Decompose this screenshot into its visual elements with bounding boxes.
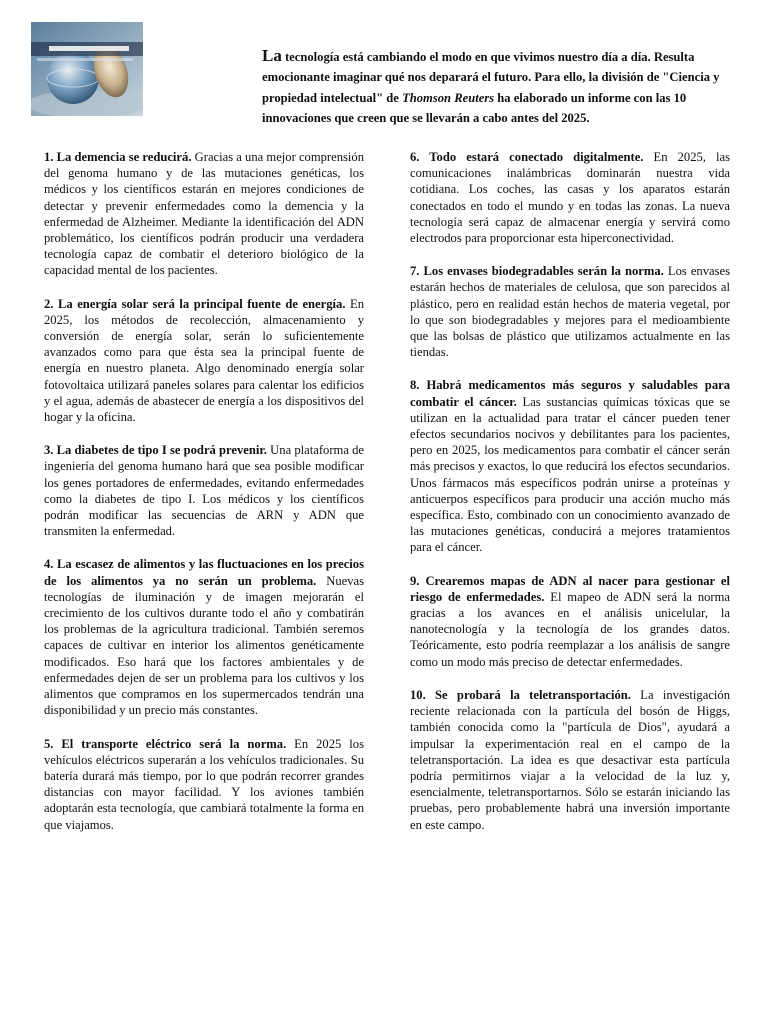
innovation-text: Nuevas tecnologías de iluminación y de imagen mejorarán el crecimiento de los cultivos durante todo el año y combatirán los problemas de la agricultura tradicional. También seremos capaces de cultivar en interior los alimentos genéticamente modificados. Eso hará que los factores ambientales y de enfermedades dejen de ser un problema para los cultivos y los alimentos que compramos en los supermercados tendrán una disponibilidad y un precio más constantes. <box>44 573 364 718</box>
innovation-text: El mapeo de ADN será la norma gracias a los avances en el análisis unicelular, la nanotecnología y la tecnología de los grandes datos. Teóricamente, esto podría reemplazar a los análisis de sangre como un modo más preciso de detectar enfermedades. <box>410 589 730 669</box>
intro-initial: La <box>262 46 282 65</box>
innovation-7 <box>410 263 730 360</box>
innovation-heading: 3. La diabetes de tipo I se podrá prevenir. <box>44 443 267 458</box>
innovation-1 <box>44 149 364 279</box>
innovation-text: La investigación reciente relacionada con la partícula del bosón de Higgs, también conocida como la "partícula de Dios", ayudará a impulsar la experimentación real en el campo de la teletransportación. La idea es que desactivar esta partícula podría permitirnos viajar a la velocidad de la luz y, esencialmente, teletransportarnos. Sólo se estarán iniciando las pruebas, pero probablemente habrá una inversión importante en este campo. <box>410 687 731 832</box>
innovation-9 <box>410 573 730 670</box>
innovation-heading: 2. La energía solar será la principal fuente de energía. <box>44 296 346 311</box>
innovation-3 <box>44 442 364 539</box>
innovation-text: En 2025 los vehículos eléctricos superarán a los vehículos tradicionales. Su batería durará más tiempo, por lo que podrán recorrer grandes distancias con mayor facilidad. Y los aviones también adoptarán esta tecnología, que cambiará totalmente la forma en que viajamos. <box>44 736 364 832</box>
innovation-6 <box>410 149 730 246</box>
innovation-heading: 6. Todo estará conectado digitalmente. <box>410 150 644 164</box>
intro-tail: ha elaborado un informe con las 10 innovaciones que creen que se llevarán a cabo antes del 2025. <box>262 90 687 125</box>
innovation-text: Gracias a una mejor comprensión del genoma humano y de las mutaciones genéticas, los médicos y los científicos estarán en mejores condiciones de detectar y prevenir enfermedades como la demencia y la enfermedad de Alzheimer. Mediante la identificación del ADN problemático, los científicos podrán producir una verdadera tecnología capaz de combatir el deterioro biológico de la capacidad mental de los pacientes. <box>44 150 365 278</box>
innovation-2 <box>44 296 364 426</box>
innovation-heading: 10. Se probará la teletransportación. <box>410 687 631 702</box>
technology-illustration <box>31 22 143 116</box>
right-column <box>410 149 730 850</box>
innovation-4 <box>44 556 364 718</box>
innovation-heading: 8. Habrá medicamentos más seguros y saludables para combatir el cáncer. <box>410 378 730 409</box>
innovation-heading: 1. La demencia se reducirá. <box>44 150 192 164</box>
innovation-heading: 7. Los envases biodegradables serán la norma. <box>410 264 664 279</box>
innovation-10 <box>410 687 730 833</box>
innovation-8 <box>410 377 730 555</box>
innovation-text: En 2025, las comunicaciones inalámbricas dominarán nuestra vida cotidiana. Los coches, las casas y los aparatos estarán conectados en todo el mundo y en todas las zonas. La nueva tecnología será capaz de almacenar energía y servirá como electrodos para proporcionar esta hiperconectividad. <box>410 150 731 246</box>
left-column <box>44 149 364 850</box>
intro-lead: tecnología está cambiando el modo en que vivimos nuestro día a día. Resulta emocionante imaginar qué nos deparará el futuro. Para ello, la división de "Ciencia y propiedad intelectual" de <box>262 50 720 105</box>
innovation-heading: 5. El transporte eléctrico será la norma. <box>44 736 287 751</box>
innovation-text: Una plataforma de ingeniería del genoma humano hará que sea posible modificar los genes portadores de enfermedades, evitando enfermedades como la diabetes de tipo I. Los médicos y los científicos podrán modificar las secuencias de ARN y ADN que transmiten la enfermedad. <box>44 443 364 539</box>
intro-company: Thomson Reuters <box>402 90 495 105</box>
introduction <box>262 46 732 128</box>
innovation-text: En 2025, los métodos de recolección, almacenamiento y conversión de energía solar, serán lo suficientemente avanzados como para que ésta sea la principal fuente de energía en nuestro planeta. Algo denominado energía solar fotovoltaica utilizará paneles solares para calentar los edificios y el agua, además de abastecer de energía a los dispositivos del hogar y la oficina. <box>44 296 365 425</box>
header-image <box>31 22 143 116</box>
innovation-5 <box>44 736 364 833</box>
innovation-heading: 4. La escasez de alimentos y las fluctuaciones en los precios de los alimentos ya no serán un problema. <box>44 557 364 588</box>
innovation-text: Las sustancias químicas tóxicas que se utilizan en la actualidad para tratar el cáncer pueden tener efectos secundarios nocivos y debilitantes para los pacientes, pero en 2025, los medicamentos para combatir el cáncer serán más precisos y exactos, lo que reducirá los efectos secundarios. Unos fármacos más específicos podrán unirse a proteínas y anticuerpos específicos para producir una acción mucho más específica. Esto, combinado con un conocimiento avanzado de las mutaciones genéticas, conducirá a mejores tratamientos para el cáncer. <box>410 394 730 555</box>
innovation-heading: 9. Crearemos mapas de ADN al nacer para gestionar el riesgo de enfermedades. <box>410 573 730 604</box>
innovation-text: Los envases estarán hechos de materiales de celulosa, que son parecidos al plástico, pero en realidad están hechos de materia vegetal, por lo que son biodegradables y mejores para el medioambiente que las bolsas de plástico que utilizamos actualmente en las tiendas. <box>410 264 730 360</box>
